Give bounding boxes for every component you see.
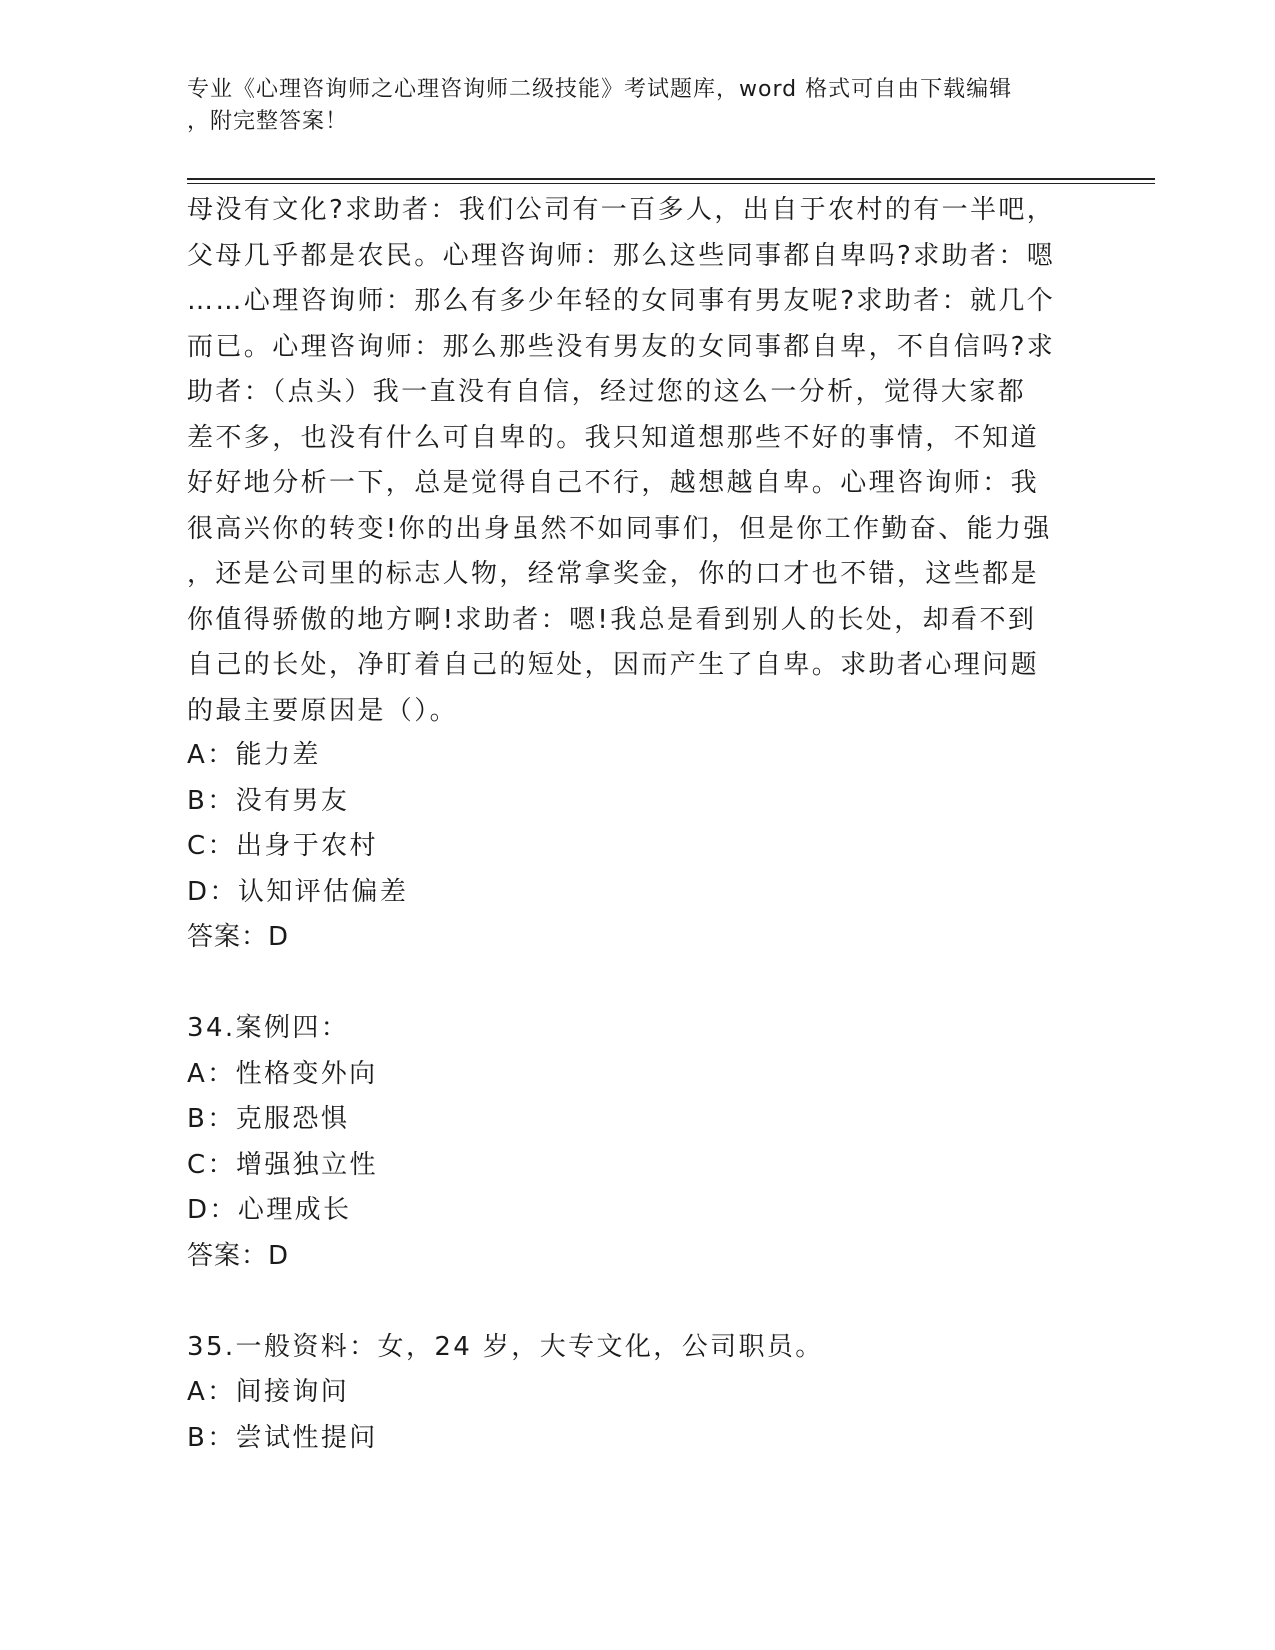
passage-line: 父母几乎都是农民。心理咨询师：那么这些同事都自卑吗?求助者：嗯 <box>187 240 1056 271</box>
answer-line: 答案：D <box>187 922 290 952</box>
option-d: D：认知评估偏差 <box>187 876 409 907</box>
case-passage <box>187 188 1087 734</box>
passage-line: 的最主要原因是（）。 <box>187 695 459 726</box>
header-line-2: ，附完整答案！ <box>187 109 349 134</box>
header-rule-thin <box>187 183 1155 184</box>
option-c: C：增强独立性 <box>187 1149 378 1180</box>
spacer <box>187 962 1087 1008</box>
option-b: B：克服恐惧 <box>187 1104 350 1134</box>
option-c: C：出身于农村 <box>187 831 378 861</box>
passage-line: 自己的长处，净盯着自己的短处，因而产生了自卑。求助者心理问题 <box>187 650 1040 680</box>
passage-line: ……心理咨询师：那么有多少年轻的女同事有男友呢?求助者：就几个 <box>187 286 1056 316</box>
option-a: A：性格变外向 <box>187 1058 378 1089</box>
document-body <box>187 188 1087 1462</box>
header-line-1: 专业《心理咨询师之心理咨询师二级技能》考试题库，word 格式可自由下载编辑 <box>187 77 1013 102</box>
question-35 <box>187 1326 1087 1463</box>
question-33-options <box>187 734 1087 962</box>
option-b: B：尝试性提问 <box>187 1422 378 1453</box>
passage-line: 你值得骄傲的地方啊!求助者：嗯!我总是看到别人的长处，却看不到 <box>187 604 1037 635</box>
option-d: D：心理成长 <box>187 1195 352 1225</box>
option-a: A：能力差 <box>187 740 321 770</box>
passage-line: ，还是公司里的标志人物，经常拿奖金，你的口才也不错，这些都是 <box>187 559 1040 589</box>
answer-line: 答案：D <box>187 1240 290 1271</box>
header-rule-thick <box>187 178 1155 180</box>
passage-line: 母没有文化?求助者：我们公司有一百多人，出自于农村的有一半吧， <box>187 195 1056 225</box>
question-stem: 34.案例四： <box>187 1013 350 1043</box>
passage-line: 助者：（点头）我一直没有自信，经过您的这么一分析，觉得大家都 <box>187 377 1027 407</box>
passage-line: 差不多，也没有什么可自卑的。我只知道想那些不好的事情，不知道 <box>187 422 1040 453</box>
option-b: B：没有男友 <box>187 785 350 816</box>
passage-line: 很高兴你的转变!你的出身虽然不如同事们，但是你工作勤奋、能力强 <box>187 513 1052 544</box>
spacer <box>187 1280 1087 1326</box>
passage-line: 而已。心理咨询师：那么那些没有男友的女同事都自卑，不自信吗?求 <box>187 331 1056 362</box>
question-stem: 35.一般资料：女，24 岁，大专文化，公司职员。 <box>187 1331 824 1362</box>
passage-line: 好好地分析一下，总是觉得自己不行，越想越自卑。心理咨询师：我 <box>187 468 1040 498</box>
document-header <box>187 74 1067 138</box>
question-34 <box>187 1007 1087 1280</box>
option-a: A：间接询问 <box>187 1377 350 1407</box>
